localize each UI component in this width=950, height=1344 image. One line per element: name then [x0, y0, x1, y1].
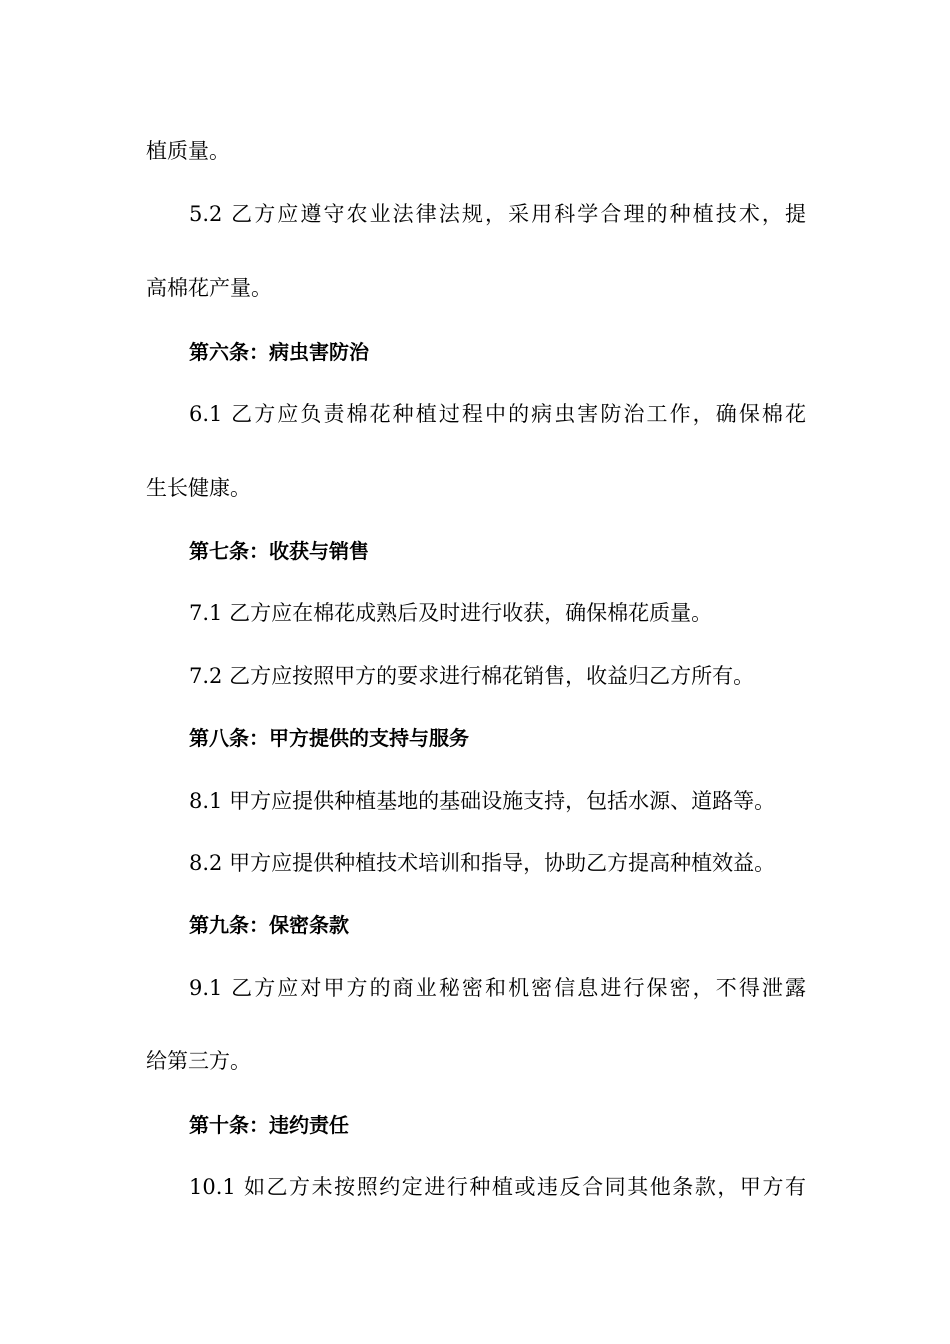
- article-7-heading: 第七条：收获与销售: [189, 539, 369, 563]
- clause-5-2-line-1: 5.2 乙方应遵守农业法律法规，采用科学合理的种植技术，提: [189, 202, 806, 226]
- clause-6-1-line-1: 6.1 乙方应负责棉花种植过程中的病虫害防治工作，确保棉花: [189, 402, 806, 426]
- clause-6-1-line-2: 生长健康。: [146, 476, 251, 500]
- clause-9-1-line-1: 9.1 乙方应对甲方的商业秘密和机密信息进行保密，不得泄露: [189, 976, 806, 1000]
- article-6-heading: 第六条：病虫害防治: [189, 340, 369, 364]
- clause-5-2-line-2: 高棉花产量。: [146, 276, 272, 300]
- clause-9-1-line-2: 给第三方。: [146, 1049, 251, 1073]
- clause-10-1-line-1: 10.1 如乙方未按照约定进行种植或违反合同其他条款，甲方有: [189, 1175, 806, 1199]
- clause-8-1: 8.1 甲方应提供种植基地的基础设施支持，包括水源、道路等。: [189, 789, 776, 813]
- clause-7-1: 7.1 乙方应在棉花成熟后及时进行收获，确保棉花质量。: [189, 601, 713, 625]
- article-8-heading: 第八条：甲方提供的支持与服务: [189, 726, 469, 750]
- article-10-heading: 第十条：违约责任: [189, 1113, 349, 1137]
- article-9-heading: 第九条：保密条款: [189, 913, 349, 937]
- paragraph-line: 植质量。: [146, 139, 230, 163]
- clause-8-2: 8.2 甲方应提供种植技术培训和指导，协助乙方提高种植效益。: [189, 851, 776, 875]
- clause-7-2: 7.2 乙方应按照甲方的要求进行棉花销售，收益归乙方所有。: [189, 664, 755, 688]
